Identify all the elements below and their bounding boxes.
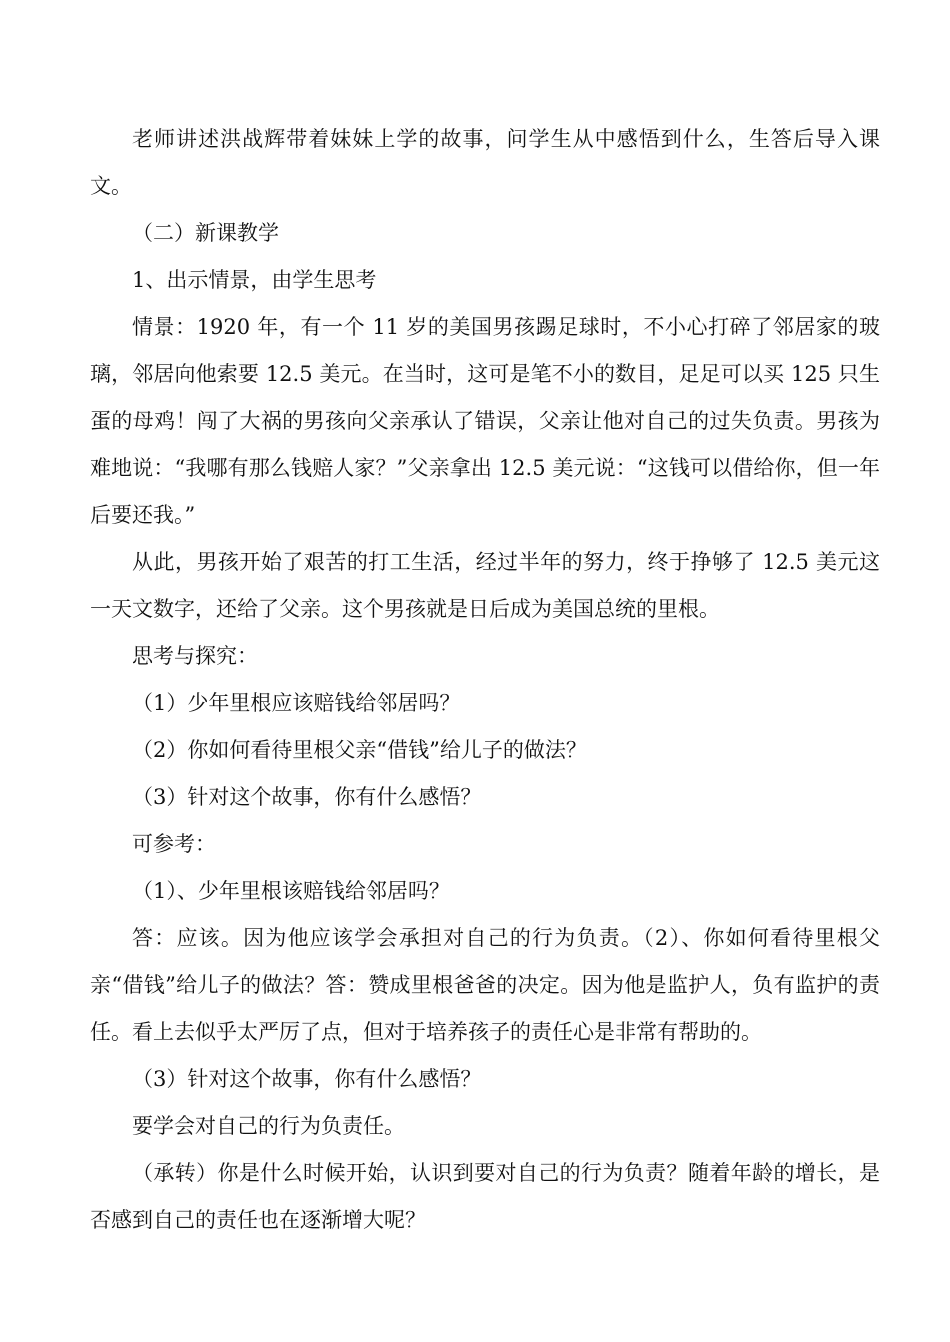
question-2: （2）你如何看待里根父亲“借钱”给儿子的做法？ — [132, 738, 587, 762]
reference-question-3: （3）针对这个故事，你有什么感悟？ — [132, 1067, 482, 1091]
question-1: （1）少年里根应该赔钱给邻居吗？ — [132, 691, 461, 715]
reference-question-1: （1）、少年里根该赔钱给邻居吗？ — [132, 879, 450, 903]
scenario-continuation: 从此，男孩开始了艰苦的打工生活，经过半年的努力，终于挣够了 12.5 美元这一天文数字，还给了父亲。这个男孩就是日后成为美国总统的里根。 — [90, 550, 880, 621]
transition-paragraph: （承转）你是什么时候开始，认识到要对自己的行为负责？随着年龄的增长，是否感到自己的责任也在逐渐增大呢？ — [90, 1161, 880, 1232]
questions-heading: 思考与探究： — [132, 644, 258, 668]
scenario-paragraph: 情景：1920 年，有一个 11 岁的美国男孩踢足球时，不小心打碎了邻居家的玻璃，邻居向他索要 12.5 美元。在当时，这可是笔不小的数目，足足可以买 125 只生蛋的母鸡！闯了大祸的男孩向父亲承认了错误，父亲让他对自己的过失负责。男孩为难地说：“我哪有那么钱赔人家？”父亲拿出 12.5 美元说：“这钱可以借给你，但一年后要还我。” — [90, 315, 880, 527]
question-3: （3）针对这个故事，你有什么感悟？ — [132, 785, 482, 809]
document-body — [90, 116, 880, 1244]
step-heading: 1、出示情景，由学生思考 — [132, 268, 377, 292]
intro-paragraph: 老师讲述洪战辉带着妹妹上学的故事，问学生从中感悟到什么，生答后导入课文。 — [90, 127, 880, 198]
reference-answers: 答：应该。因为他应该学会承担对自己的行为负责。（2）、你如何看待里根父亲“借钱”给儿子的做法？答：赞成里根爸爸的决定。因为他是监护人，负有监护的责任。看上去似乎太严厉了点，但对于培养孩子的责任心是非常有帮助的。 — [90, 926, 880, 1044]
reference-heading: 可参考： — [132, 832, 216, 856]
reference-answer-3: 要学会对自己的行为负责任。 — [132, 1114, 405, 1138]
section-heading-new-lesson: （二）新课教学 — [132, 221, 279, 245]
